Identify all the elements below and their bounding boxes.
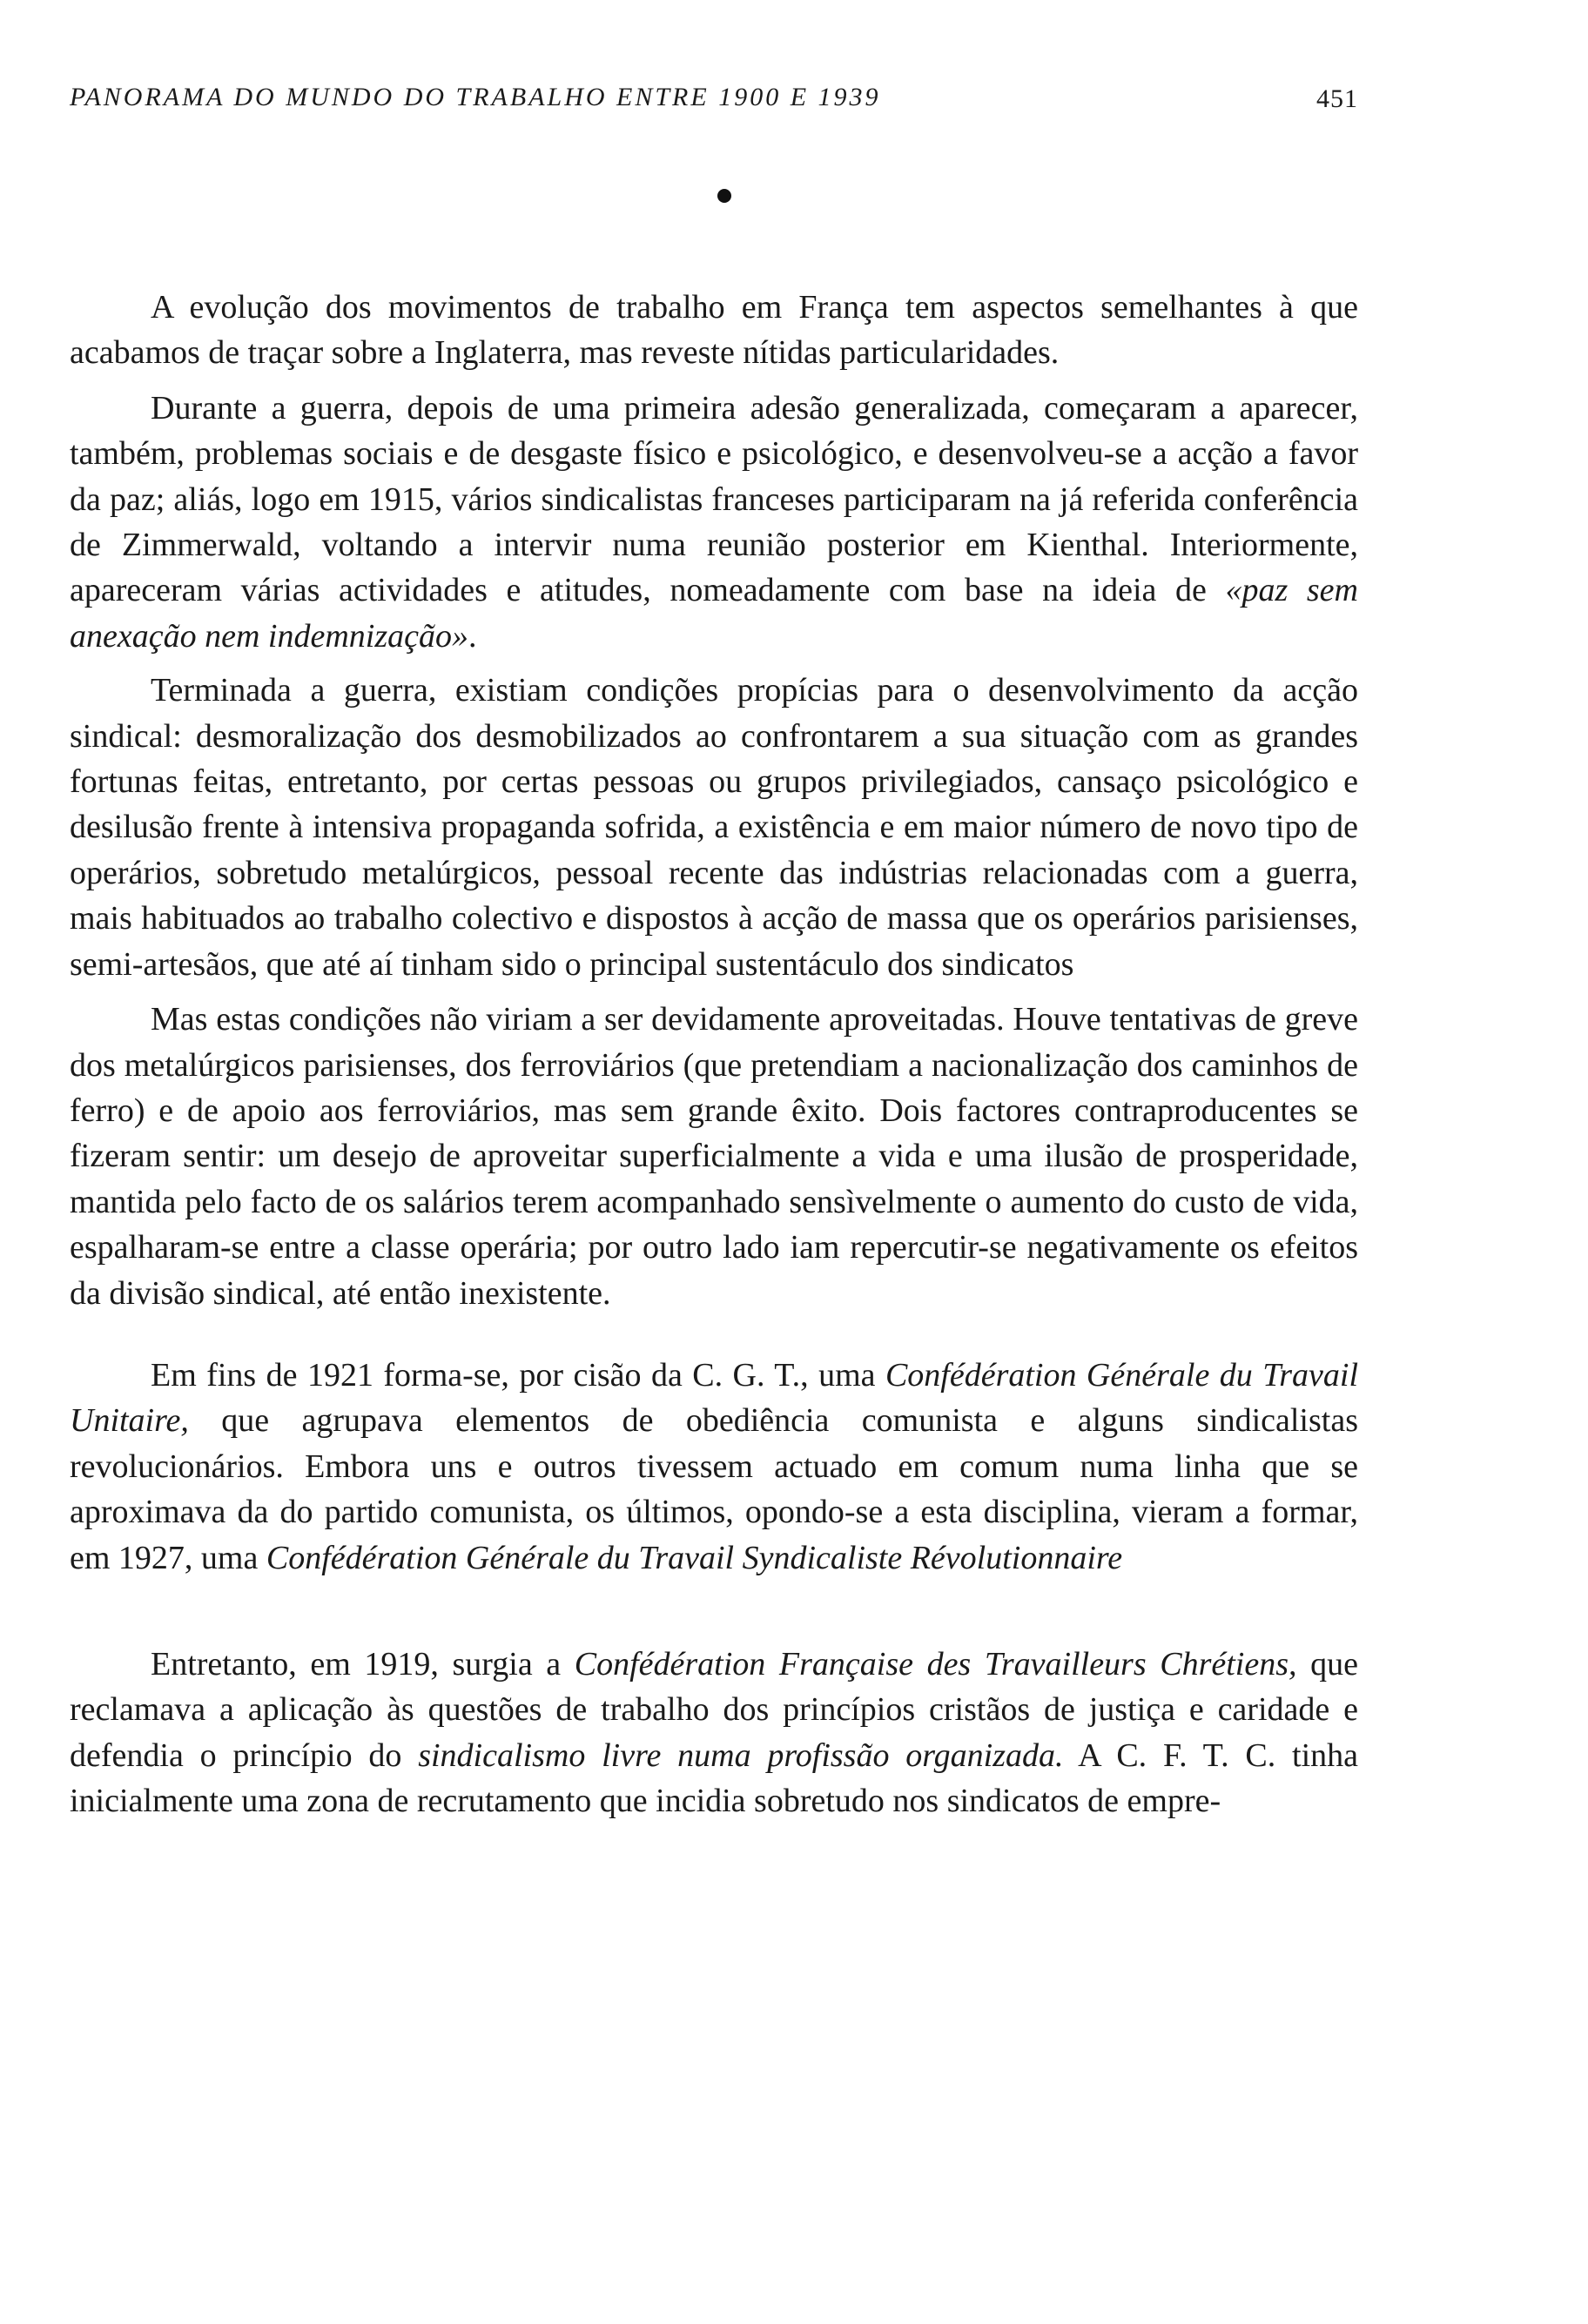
page-number: 451 — [1316, 84, 1358, 113]
paragraph — [70, 1642, 1358, 1824]
text-run: Entretanto, em 1919, surgia a — [151, 1645, 575, 1683]
body-text — [70, 285, 1358, 1824]
running-head — [70, 83, 1358, 126]
text-run: . — [468, 617, 477, 655]
book-page — [70, 83, 1358, 2276]
text-run: Durante a guerra, depois de uma primeira adesão generalizada, começaram a aparecer, também, problemas sociais e de desgaste físico e psicológico, e desenvolveu-se a acção a favor da paz; aliás, logo em 1915, vários sindicalistas franceses participaram na já referida conferência de Zimmerwald, voltando a intervir numa reunião posterior em Kienthal. Interiormente, apareceram várias actividades e atitudes, nomeadamente com base na ideia de — [70, 389, 1358, 609]
paragraph — [70, 668, 1358, 987]
italic-text: Confédération Générale du Travail Unitaire, — [70, 1356, 1358, 1440]
section-bullet-icon — [717, 189, 731, 203]
paragraph — [70, 285, 1358, 376]
italic-text: «paz sem anexação nem indemnização» — [70, 572, 1358, 655]
text-run: Terminada a guerra, existiam condições propícias para o desenvolvimento da acção sindical: desmoralização dos desmobilizados ao confrontarem a sua situação com as grandes fortunas feitas, entretanto, por certas pessoas ou grupos privilegiados, cansaço psicológico e desilusão frente à intensiva propaganda sofrida, a existência e em maior número de novo tipo de operários, sobretudo metalúrgicos, pessoal recente das indústrias relacionadas com a guerra, mais habituados ao trabalho colectivo e dispostos à acção de massa que os operários parisienses, semi-artesãos, que até aí tinham sido o principal sustentáculo dos sindicatos — [70, 672, 1358, 983]
italic-text: sindicalismo livre numa profissão organizada. — [418, 1736, 1064, 1774]
text-run: Em fins de 1921 forma-se, por cisão da C. G. T., uma — [151, 1356, 885, 1394]
text-run: que reclamava a aplicação às questões de trabalho dos princípios cristãos de justiça e caridade e defendia o princípio do — [70, 1645, 1358, 1774]
italic-text: Confédération Générale du Travail Syndicaliste Révolutionnaire — [266, 1539, 1123, 1576]
running-title: PANORAMA DO MUNDO DO TRABALHO ENTRE 1900 E 1939 — [70, 83, 881, 111]
paragraph — [70, 386, 1358, 659]
text-run: A C. F. T. C. tinha inicialmente uma zona de recrutamento que incidia sobretudo nos sindicatos de empre- — [70, 1736, 1358, 1820]
italic-text: Confédération Française des Travailleurs Chrétiens, — [574, 1645, 1297, 1683]
text-run: que agrupava elementos de obediência comunista e alguns sindicalistas revolucionários. Embora uns e outros tivessem actuado em comum numa linha que se aproximava da do partido comunista, os últimos, opondo-se a esta disciplina, vieram a formar, em 1927, uma — [70, 1402, 1358, 1576]
text-run: Mas estas condições não viriam a ser devidamente aproveitadas. Houve tentativas de greve dos metalúrgicos parisienses, dos ferroviários (que pretendiam a nacionalização dos caminhos de ferro) e de apoio aos ferroviários, mas sem grande êxito. Dois factores contraproducentes se fizeram sentir: um desejo de aproveitar superficialmente a vida e uma ilusão de prosperidade, mantida pelo facto de os salários terem acompanhado sensìvelmente o aumento do custo de vida, espalharam-se entre a classe operária; por outro lado iam repercutir-se negativamente os efeitos da divisão sindical, até então inexistente. — [70, 1001, 1358, 1312]
paragraph — [70, 997, 1358, 1316]
paragraph — [70, 1353, 1358, 1581]
text-run: A evolução dos movimentos de trabalho em França tem aspectos semelhantes à que acabamos de traçar sobre a Inglaterra, mas reveste nítidas particularidades. — [70, 289, 1358, 372]
